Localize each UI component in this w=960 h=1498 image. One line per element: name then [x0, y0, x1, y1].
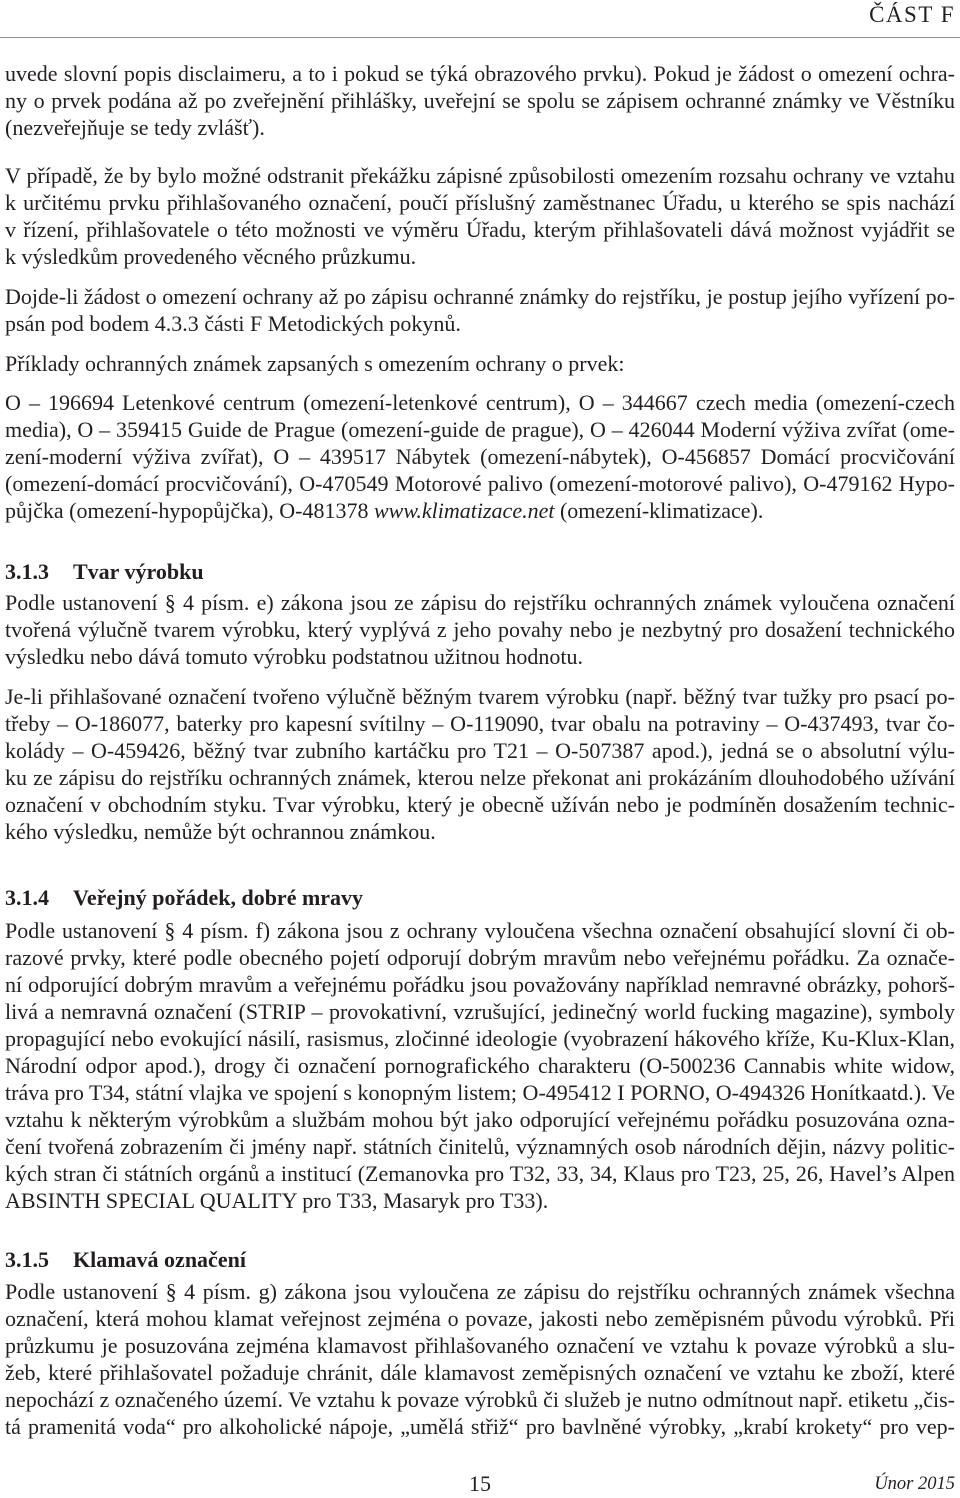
text-line: označení v obchodním styku. Tvar výrobku, který je obecně užíván nebo je podmíněn dosažením technic- [5, 792, 955, 817]
text-line: nepochází z označeného území. Ve vztahu k povaze výrobků či služeb je nutno odmítnout např. etiketu „čis- [5, 1387, 955, 1412]
section-title: Klamavá označení [73, 1247, 246, 1272]
text-line: psán pod bodem 4.3.3 části F Metodických pokynů. [5, 311, 461, 336]
web-address: www.klimatizace.net [374, 498, 555, 523]
line-text: půjčka (omezení-hypopůjčka), O-481378 [5, 498, 374, 523]
paragraph [5, 283, 955, 337]
text-line: označení, která mohou klamat veřejnost zejména o povaze, jakosti nebo zeměpisném původu výrobků. Při [5, 1306, 955, 1331]
text-line: kého výsledku, nemůže být ochrannou známkou. [5, 819, 436, 844]
text-line: třeby – O-186077, baterky pro kapesní svítilny – O-119090, tvar obalu na potraviny – O-437493, tvar čo- [5, 711, 955, 736]
section-heading [5, 884, 955, 911]
section-number: 3.1.5 [5, 1247, 49, 1272]
footer-date: Únor 2015 [874, 1474, 955, 1494]
text-line: media), O – 359415 Guide de Prague (omezení-guide de prague), O – 426044 Moderní výživa zvířat (ome- [5, 417, 955, 442]
paragraph [5, 917, 955, 1214]
section-title: Veřejný pořádek, dobré mravy [73, 885, 364, 910]
text-line: Národní odpor apod.), drogy či označení pornografického charakteru (O-500236 Cannabis white widow, [5, 1053, 955, 1078]
text-line: livá a nemravná označení (STRIP – provokativní, vzrušující, jedinečný world fucking magazine), symboly [5, 999, 955, 1024]
text-line: tráva pro T34, státní vlajka ve spojení s konopným listem; O-495412 I PORNO, O-494326 Honítkaatd.). Ve [5, 1080, 955, 1105]
text-line: (omezení-domácí procvičování), O-470549 Motorové palivo (omezení-motorové palivo), O-479162 Hypo- [5, 471, 955, 496]
text-line: k výsledkům provedeného věcného průzkumu. [5, 244, 417, 269]
paragraph [5, 162, 955, 270]
text-line: čení tvořená zobrazením či jmény např. státních činitelů, významných osob národních dějin, názvy politic- [5, 1134, 955, 1159]
text-line: kolády – O-459426, běžný tvar zubního kartáčku pro T21 – O-507387 apod.), jedná se o absolutní výlu- [5, 738, 955, 763]
text-line: vztahu k některým výrobkům a službám mohou být jako odporující veřejnému pořádku posuzována ozna- [5, 1107, 955, 1132]
text-line: uvede slovní popis disclaimeru, a to i pokud se týká obrazového prvku). Pokud je žádost o omezení ochra- [5, 61, 955, 86]
text-line: V případě, že by bylo možné odstranit překážku zápisné způsobilosti omezením rozsahu ochrany ve vztahu [5, 163, 955, 188]
paragraph-examples [5, 389, 955, 524]
text-line: výsledku nebo dává tomuto výrobku podstatnou užitnou hodnotu. [5, 644, 584, 669]
text-line: propagující nebo evokující násilí, rasismus, zločinné ideologie (vyobrazení hákového kříže, Ku-Klux-Klan, [5, 1026, 955, 1051]
paragraph [5, 350, 955, 377]
text-line: Podle ustanovení § 4 písm. g) zákona jsou vyloučena ze zápisu do rejstříku ochranných známek všechna [5, 1279, 955, 1304]
text-line: Je-li přihlašované označení tvořeno výlučně běžným tvarem výrobku (např. běžný tvar tužky pro psací po- [5, 684, 955, 709]
text-line: Podle ustanovení § 4 písm. e) zákona jsou ze zápisu do rejstříku ochranných známek vyloučena označení [5, 590, 955, 615]
section-number: 3.1.4 [5, 885, 49, 910]
paragraph [5, 589, 955, 670]
text-line: ní odporující dobrým mravům a veřejnému pořádku jsou považovány například nemravné obrázky, pohorš- [5, 972, 955, 997]
text-line: Příklady ochranných známek zapsaných s omezením ochrany o prvek: [5, 351, 625, 376]
text-line: razové prvky, které podle obecného pojetí odporují dobrým mravům nebo veřejnému pořádku. Za označe- [5, 945, 955, 970]
text-line: kých stran či státních orgánů a institucí (Zemanovka pro T32, 33, 34, Klaus pro T23, 25, 26, Havel’s Alpen [5, 1161, 955, 1186]
text-line [5, 497, 955, 524]
paragraph [5, 1278, 955, 1440]
text-line: O – 196694 Letenkové centrum (omezení-letenkové centrum), O – 344667 czech media (omezení-czech [5, 390, 955, 415]
section-heading [5, 558, 955, 585]
section-heading [5, 1246, 955, 1273]
line-text: (omezení-klimatizace). [554, 498, 764, 523]
section-title: Tvar výrobku [73, 559, 204, 584]
text-line: žeb, které přihlašovatel požaduje chránit, dále klamavost zeměpisných označení ve vztahu ke zboží, které [5, 1360, 955, 1385]
text-line: Dojde-li žádost o omezení ochrany až po zápisu ochranné známky do rejstříku, je postup jejího vyřízení po- [5, 284, 955, 309]
page-number: 15 [469, 1471, 491, 1496]
paragraph [5, 60, 955, 141]
text-line: ny o prvek podána až po zveřejnění přihlášky, uveřejní se spolu se zápisem ochranné známky ve Věstníku [5, 88, 955, 113]
text-line: průzkumu je posuzována zejména klamavost přihlašovaného označení ve vztahu k povaze výrobků a slu- [5, 1333, 955, 1358]
text-line: (nezveřejňuje se tedy zvlášť). [5, 115, 265, 140]
text-line: ku ze zápisu do rejstříku ochranných známek, kterou nelze překonat ani prokázáním dlouhodobého užívání [5, 765, 955, 790]
running-header-part: ČÁST F [869, 2, 955, 27]
text-line: k určitému prvku přihlašovaného označení, poučí příslušný zaměstnanec Úřadu, u kterého se spis nachází [5, 190, 955, 215]
text-line: tá pramenitá voda“ pro alkoholické nápoje, „umělá střiž“ pro bavlněné výrobky, „krabí krokety“ pro vep- [5, 1414, 955, 1439]
header-rule [0, 37, 960, 38]
paragraph [5, 683, 955, 845]
text-line: zení-moderní výživa zvířat), O – 439517 Nábytek (omezení-nábytek), O-456857 Domácí procvičování [5, 444, 955, 469]
text-line: v řízení, přihlašovatele o této možnosti ve výměru Úřadu, kterým přihlašovateli dává možnost vyjádřit se [5, 217, 955, 242]
text-line: ABSINTH SPECIAL QUALITY pro T33, Masaryk pro T33). [5, 1188, 549, 1213]
section-number: 3.1.3 [5, 559, 49, 584]
text-line: tvořená výlučně tvarem výrobku, který vyplývá z jeho povahy nebo je nezbytný pro dosažení technického [5, 617, 955, 642]
text-line: Podle ustanovení § 4 písm. f) zákona jsou z ochrany vyloučena všechna označení obsahující slovní či ob- [5, 918, 955, 943]
